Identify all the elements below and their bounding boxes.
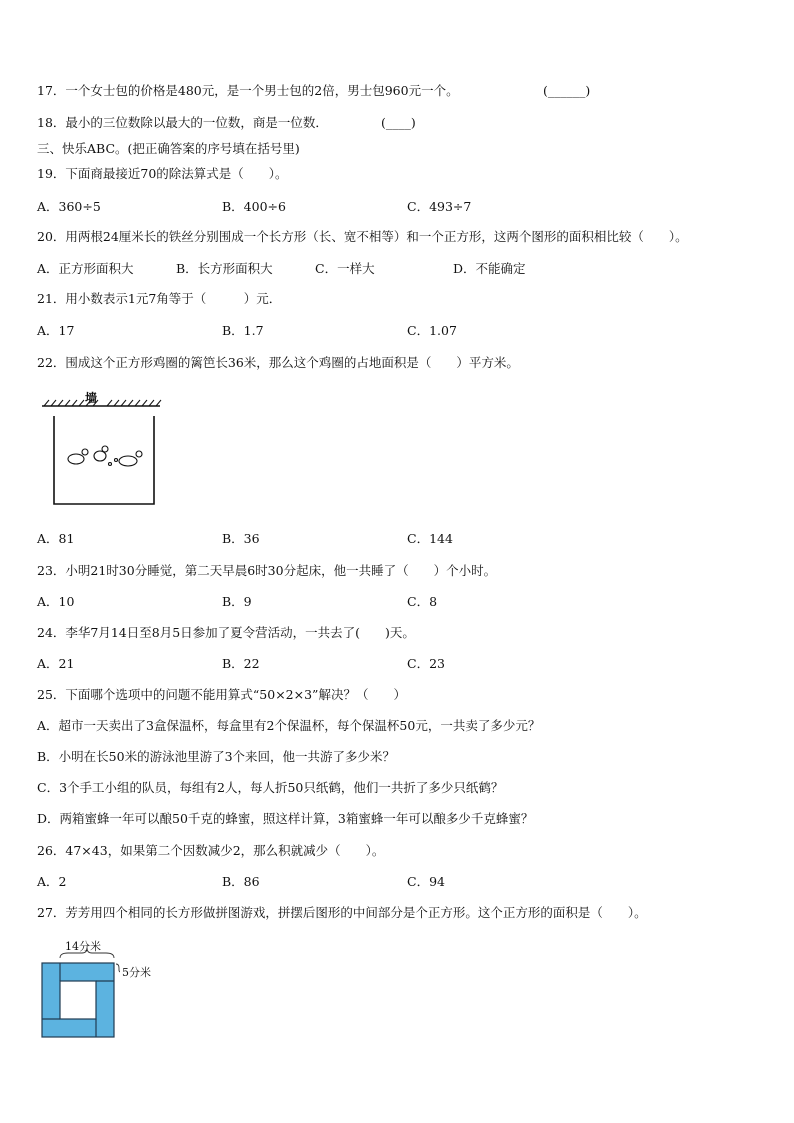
question-26-option-b[interactable]: B．86 [222, 874, 260, 889]
question-20-option-b[interactable]: B．长方形面积大 [176, 261, 273, 276]
question-26-text: 26．47×43，如果第二个因数减少2，那么积就减少（ ）。 [37, 843, 385, 858]
question-20-text: 20．用两根24厘米长的铁丝分别围成一个长方形（长、宽不相等）和一个正方形，这两个图形的面积相比较（ ）。 [37, 229, 688, 244]
question-19-option-c[interactable]: C．493÷7 [407, 199, 472, 214]
question-24-option-b[interactable]: B．22 [222, 656, 260, 671]
question-17-text: 17．一个女士包的价格是480元，是一个男士包的2倍，男士包960元一个。 [37, 83, 459, 98]
question-23-option-c[interactable]: C．8 [407, 594, 438, 609]
question-21-option-a[interactable]: A．17 [37, 323, 75, 338]
question-20-option-d[interactable]: D．不能确定 [453, 261, 526, 276]
question-24-text: 24．李华7月14日至8月5日参加了夏令营活动，一共去了( )天。 [37, 625, 415, 640]
question-27-text: 27．芳芳用四个相同的长方形做拼图游戏，拼摆后图形的中间部分是个正方形。这个正方形的面积是（ ）。 [37, 905, 647, 920]
question-21-option-b[interactable]: B．1.7 [222, 323, 264, 338]
question-21-text: 21．用小数表示1元7角等于（ ）元． [37, 291, 282, 306]
question-26-option-c[interactable]: C．94 [407, 874, 445, 889]
question-17-answer-blank[interactable]: (______) [543, 83, 591, 98]
question-25-option-a[interactable]: A．超市一天卖出了3盒保温杯，每盒里有2个保温杯，每个保温杯50元，一共卖了多少元？ [37, 718, 541, 733]
question-19-option-b[interactable]: B．400÷6 [222, 199, 286, 214]
section-3-heading: 三、快乐ABC。(把正确答案的序号填在括号里) [37, 141, 300, 156]
chicken-pen-figure [38, 388, 168, 512]
chicken-icon [68, 446, 142, 466]
question-25-option-c[interactable]: C．3个手工小组的队员，每组有2人，每人折50只纸鹤，他们一共折了多少只纸鹤？ [37, 780, 504, 795]
figure-side-length-label: 5分米 [122, 966, 151, 979]
question-18 [37, 115, 328, 131]
figure-top-length-label: 14分米 [65, 940, 101, 953]
wall-label: 墙 [85, 391, 98, 405]
question-18-text: 18．最小的三位数除以最大的一位数，商是一位数． [37, 115, 328, 130]
question-25-text: 25．下面哪个选项中的问题不能用算式“50×2×3”解决？（ ） [37, 687, 406, 702]
question-22-option-b[interactable]: B．36 [222, 531, 260, 546]
question-19-option-a[interactable]: A．360÷5 [37, 199, 101, 214]
question-23-text: 23．小明21时30分睡觉，第二天早晨6时30分起床，他一共睡了（ ）个小时。 [37, 563, 497, 578]
question-22-option-c[interactable]: C．144 [407, 531, 453, 546]
question-23-option-b[interactable]: B．9 [222, 594, 252, 609]
question-23-option-a[interactable]: A．10 [37, 594, 75, 609]
question-17 [37, 83, 459, 99]
question-25-option-b[interactable]: B．小明在长50米的游泳池里游了3个来回，他一共游了多少米？ [37, 749, 396, 764]
question-20-option-c[interactable]: C．一样大 [315, 261, 375, 276]
question-22-option-a[interactable]: A．81 [37, 531, 75, 546]
question-24-option-a[interactable]: A．21 [37, 656, 75, 671]
question-22-text: 22．围成这个正方形鸡圈的篱笆长36米，那么这个鸡圈的占地面积是（ ）平方米。 [37, 355, 519, 370]
question-20-option-a[interactable]: A．正方形面积大 [37, 261, 134, 276]
question-25-option-d[interactable]: D．两箱蜜蜂一年可以酿50千克的蜂蜜，照这样计算，3箱蜜蜂一年可以酿多少千克蜂蜜？ [37, 811, 534, 826]
question-18-answer-blank[interactable]: (____) [381, 115, 416, 130]
question-26-option-a[interactable]: A．2 [37, 874, 67, 889]
question-24-option-c[interactable]: C．23 [407, 656, 445, 671]
rectangles-puzzle-figure [38, 944, 120, 1040]
question-21-option-c[interactable]: C．1.07 [407, 323, 457, 338]
question-19-text: 19．下面商最接近70的除法算式是（ ）。 [37, 166, 288, 181]
